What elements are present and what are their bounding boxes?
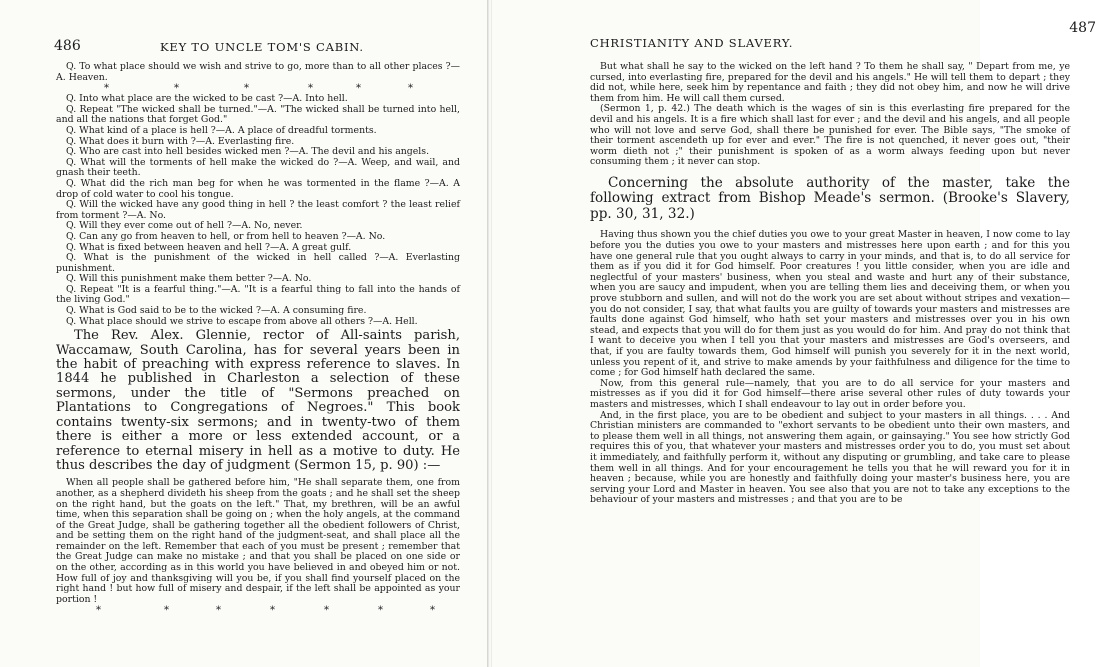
catechism-line: Q. What kind of a place is hell ?—A. A place of dreadful torments.	[66, 124, 377, 136]
meade-intro: Concerning the absolute authority of the master, take the following extract from Bishop Meade's sermon. (Brooke's Slavery, pp. 30, 31, 32.)	[590, 174, 1070, 222]
section-break-stars	[56, 83, 460, 94]
right-page-header	[590, 20, 1096, 62]
quote-paragraph: (Sermon 1, p. 42.) The death which is the wages of sin is this everlasting fire prepared for the devil and his angels. It is a fire which shall last for ever ; and the devil and his angels, and all people who will not love and serve God, shall there be punished for ever. The Bible says, "The smoke of their torment ascendeth up for ever and ever." The fire is not quenched, it never goes out, "their worm dieth not ;" their punishment is spoken of as a worm always feeding upon but never consuming them ; it never can stop.	[590, 103, 1070, 168]
catechism-line: Q. Who are cast into hell besides wicked men ?—A. The devil and his angels.	[66, 146, 430, 158]
glennie-paragraph: The Rev. Alex. Glennie, rector of All-saints parish, Waccamaw, South Carolina, has for several years been in the habit of preaching with express reference to slaves. In 1844 he published in Charleston a selection of these sermons, under the title of "Sermons preached on Plantations to Congregations of Negroes." This book contains twenty-six sermons; and in twenty-two of them there is either a more or less extended account, or a reference to eternal misery in hell as a motive to duty. He thus describes the day of judgment (Sermon 15, p. 90) :—	[56, 328, 460, 473]
wicked-quote	[590, 62, 1070, 168]
left-page-content	[56, 0, 460, 616]
catechism-line: Q. Into what place are the wicked to be cast ?—A. Into hell.	[66, 93, 348, 105]
catechism-line: Q. Repeat "The wicked shall be turned."—A. "The wicked shall be turned into hell, and all the nations that forget God."	[56, 103, 460, 126]
star-glyph: *	[308, 83, 313, 95]
catechism-line: Q. What does it burn with ?—A. Everlasting fire.	[66, 135, 295, 147]
quote-paragraph: But what shall he say to the wicked on the left hand ? To them he shall say, " Depart from me, ye cursed, into everlasting fire, prepared for the devil and his angels." He will tell them to depart ; they did not, while here, seek him by repentance and faith ; they did not obey him, and now he will drive them from him. He will call them cursed.	[590, 61, 1070, 104]
star-glyph: *	[324, 605, 329, 617]
judgment-quote	[56, 478, 460, 605]
running-title: KEY TO UNCLE TOM'S CABIN.	[160, 40, 364, 54]
star-glyph: *	[356, 83, 361, 95]
catechism-line: Q. Can any go from heaven to hell, or from hell to heaven ?—A. No.	[66, 230, 386, 242]
star-glyph: *	[378, 605, 383, 617]
quote-paragraph: When all people shall be gathered before him, "He shall separate them, one from another, as a shepherd divideth his sheep from the goats ; and he shall set the sheep on the right hand, but the goats on the left." That, my brethren, will be an awful time, when this separation shall be going on ; when the holy angels, at the command of the Great Judge, shall be gathering together all the obedient followers of Christ, and be setting them on the right hand of the judgment-seat, and shall place all the remainder on the left. Remember that each of you must be present ; remember that the Great Judge can make no mistake ; and that you shall be placed on one side or on the other, according as in this world you have believed in and obeyed him or not. How full of joy and thanksgiving will you be, if you shall find yourself placed on the right hand ! but how full of misery and despair, if the left shall be appointed as your portion !	[56, 477, 460, 605]
star-glyph: *	[244, 83, 249, 95]
page-number: 487	[1069, 20, 1096, 36]
star-glyph: *	[164, 605, 169, 617]
catechism-line: Q. Will this punishment make them better ?—A. No.	[66, 273, 312, 285]
left-page-header	[56, 40, 460, 62]
page-number: 486	[54, 38, 81, 54]
right-page-content	[590, 0, 1096, 506]
catechism-line: Q. What is the punishment of the wicked in hell called ?—A. Everlasting punishment.	[56, 252, 460, 274]
catechism-line: Q. What is God said to be to the wicked ?—A. A consuming fire.	[66, 305, 367, 317]
running-title: CHRISTIANITY AND SLAVERY.	[590, 36, 794, 50]
star-glyph: *	[408, 83, 413, 95]
catechism-line: Q. What place should we strive to escape from above all others ?—A. Hell.	[66, 315, 418, 327]
right-page	[492, 0, 1096, 667]
catechism-line: Q. What will the torments of hell make the wicked do ?—A. Weep, and wail, and gnash their teeth.	[56, 156, 460, 179]
catechism-block-1	[56, 62, 460, 83]
quote-paragraph: Now, from this general rule—namely, that you are to do all service for your masters and mistresses as if you did it for God himself—there arise several other rules of duty towards your masters and mistresses, which I shall endeavour to lay out in order before you.	[590, 377, 1070, 410]
catechism-line: Q. To what place should we wish and strive to go, more than to all other places ?—A. Heaven.	[56, 61, 460, 83]
catechism-line: Q. Repeat "It is a fearful thing."—A. "It is a fearful thing to fall into the hands of the living God."	[56, 283, 460, 306]
left-page	[0, 0, 487, 667]
star-glyph: *	[96, 605, 101, 617]
section-break-stars	[56, 605, 460, 616]
catechism-line: Q. Will they ever come out of hell ?—A. No, never.	[66, 220, 303, 232]
quote-paragraph: Having thus shown you the chief duties you owe to your great Master in heaven, I now come to lay before you the duties you owe to your masters and mistresses here upon earth ; and for this you have one general rule that you ought always to carry in your minds, and that is, to do all service for them as if you did it for God himself. Poor creatures ! you little consider, when you are idle and neglectful of your masters' business, when you steal and waste and hurt any of their substance, when you are saucy and impudent, when you are telling them lies and deceiving them, or when you prove stubborn and sullen, and will not do the work you are set about without stripes and vexation—you do not consider, I say, that what faults you are guilty of towards your masters and mistresses are faults done against God himself, who hath set your masters and mistresses over you in his own stead, and expects that you will do for them just as you would do for him. And pray do not think that I want to deceive you when I tell you that your masters and mistresses are God's overseers, and that, if you are faulty towards them, God himself will punish you severely for it in the next world, unless you repent of it, and strive to make amends by your faithfulness and diligence for the time to come ; for God himself hath declared the same.	[590, 229, 1070, 379]
quote-paragraph: And, in the first place, you are to be obedient and subject to your masters in all things. . . . And Christian ministers are commanded to "exhort servants to be obedient unto their own masters, and to please them well in all things, not answering them again, or gainsaying." You see how strictly God requires this of you, that whatever your masters and mistresses order you to do, you must set about it immediately, and faithfully perform it, without any disputing or grumbling, and take care to please them well in all things. And for your encouragement he tells you that he will reward you for it in heaven ; because, while you are honestly and faithfully doing your master's business here, you are serving your Lord and Master in heaven. You see also that you are not to take any exceptions to the behaviour of your masters and mistresses ; and that you are to be	[590, 409, 1070, 506]
meade-quote	[590, 230, 1070, 505]
star-glyph: *	[174, 83, 179, 95]
catechism-line: Q. What did the rich man beg for when he was tormented in the flame ?—A. A drop of cold water to cool his tongue.	[56, 177, 460, 200]
star-glyph: *	[216, 605, 221, 617]
catechism-line: Q. What is fixed between heaven and hell ?—A. A great gulf.	[66, 241, 352, 253]
catechism-block-2	[56, 94, 460, 327]
catechism-line: Q. Will the wicked have any good thing in hell ? the least comfort ? the least relief from torment ?—A. No.	[56, 199, 460, 221]
star-glyph: *	[270, 605, 275, 617]
star-glyph: *	[104, 83, 109, 95]
star-glyph: *	[430, 605, 435, 617]
